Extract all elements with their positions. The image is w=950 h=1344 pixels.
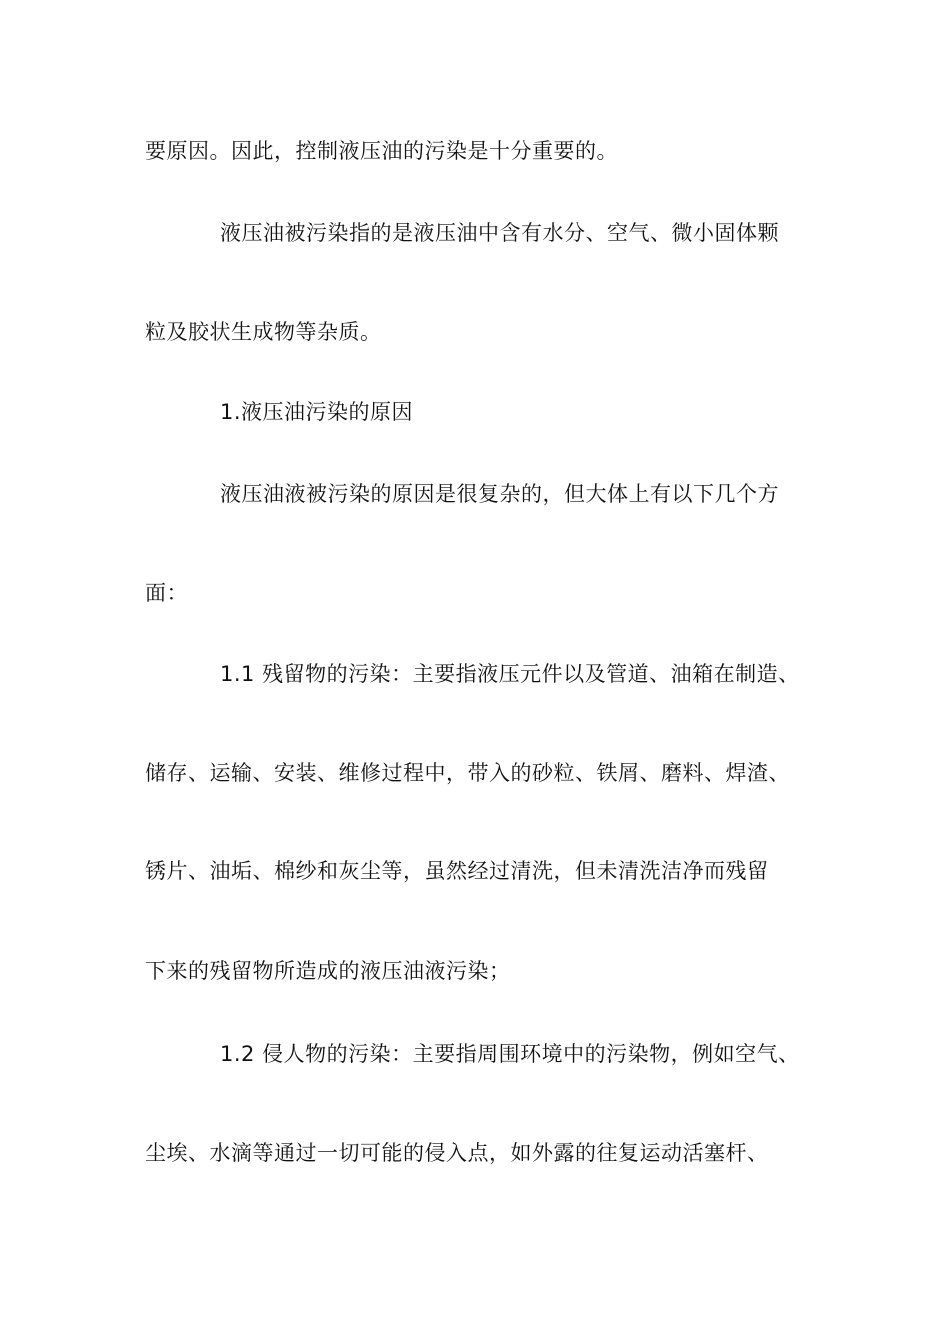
paragraph-start: 液压油液被污染的原因是很复杂的，但大体上有以下几个方	[220, 482, 779, 506]
text-line: 要原因。因此，控制液压油的污染是十分重要的。	[145, 139, 618, 163]
text-line: 下来的残留物所造成的液压油液污染；	[145, 959, 511, 983]
section-heading: 1.液压油污染的原因	[220, 400, 414, 424]
text-line: 储存、运输、安装、维修过程中，带入的砂粒、铁屑、磨料、焊渣、	[145, 761, 790, 785]
text-line: 尘埃、水滴等通过一切可能的侵入点，如外露的往复运动活塞杆、	[145, 1141, 769, 1165]
text-line: 面：	[145, 581, 188, 605]
text-line: 粒及胶状生成物等杂质。	[145, 320, 382, 344]
text-line: 锈片、油垢、棉纱和灰尘等，虽然经过清洗，但未清洗洁净而残留	[145, 859, 769, 883]
subsection-paragraph: 1.2 侵人物的污染：主要指周围环境中的污染物，例如空气、	[220, 1042, 800, 1066]
subsection-paragraph: 1.1 残留物的污染：主要指液压元件以及管道、油箱在制造、	[220, 662, 800, 686]
paragraph-start: 液压油被污染指的是液压油中含有水分、空气、微小固体颗	[220, 221, 779, 245]
